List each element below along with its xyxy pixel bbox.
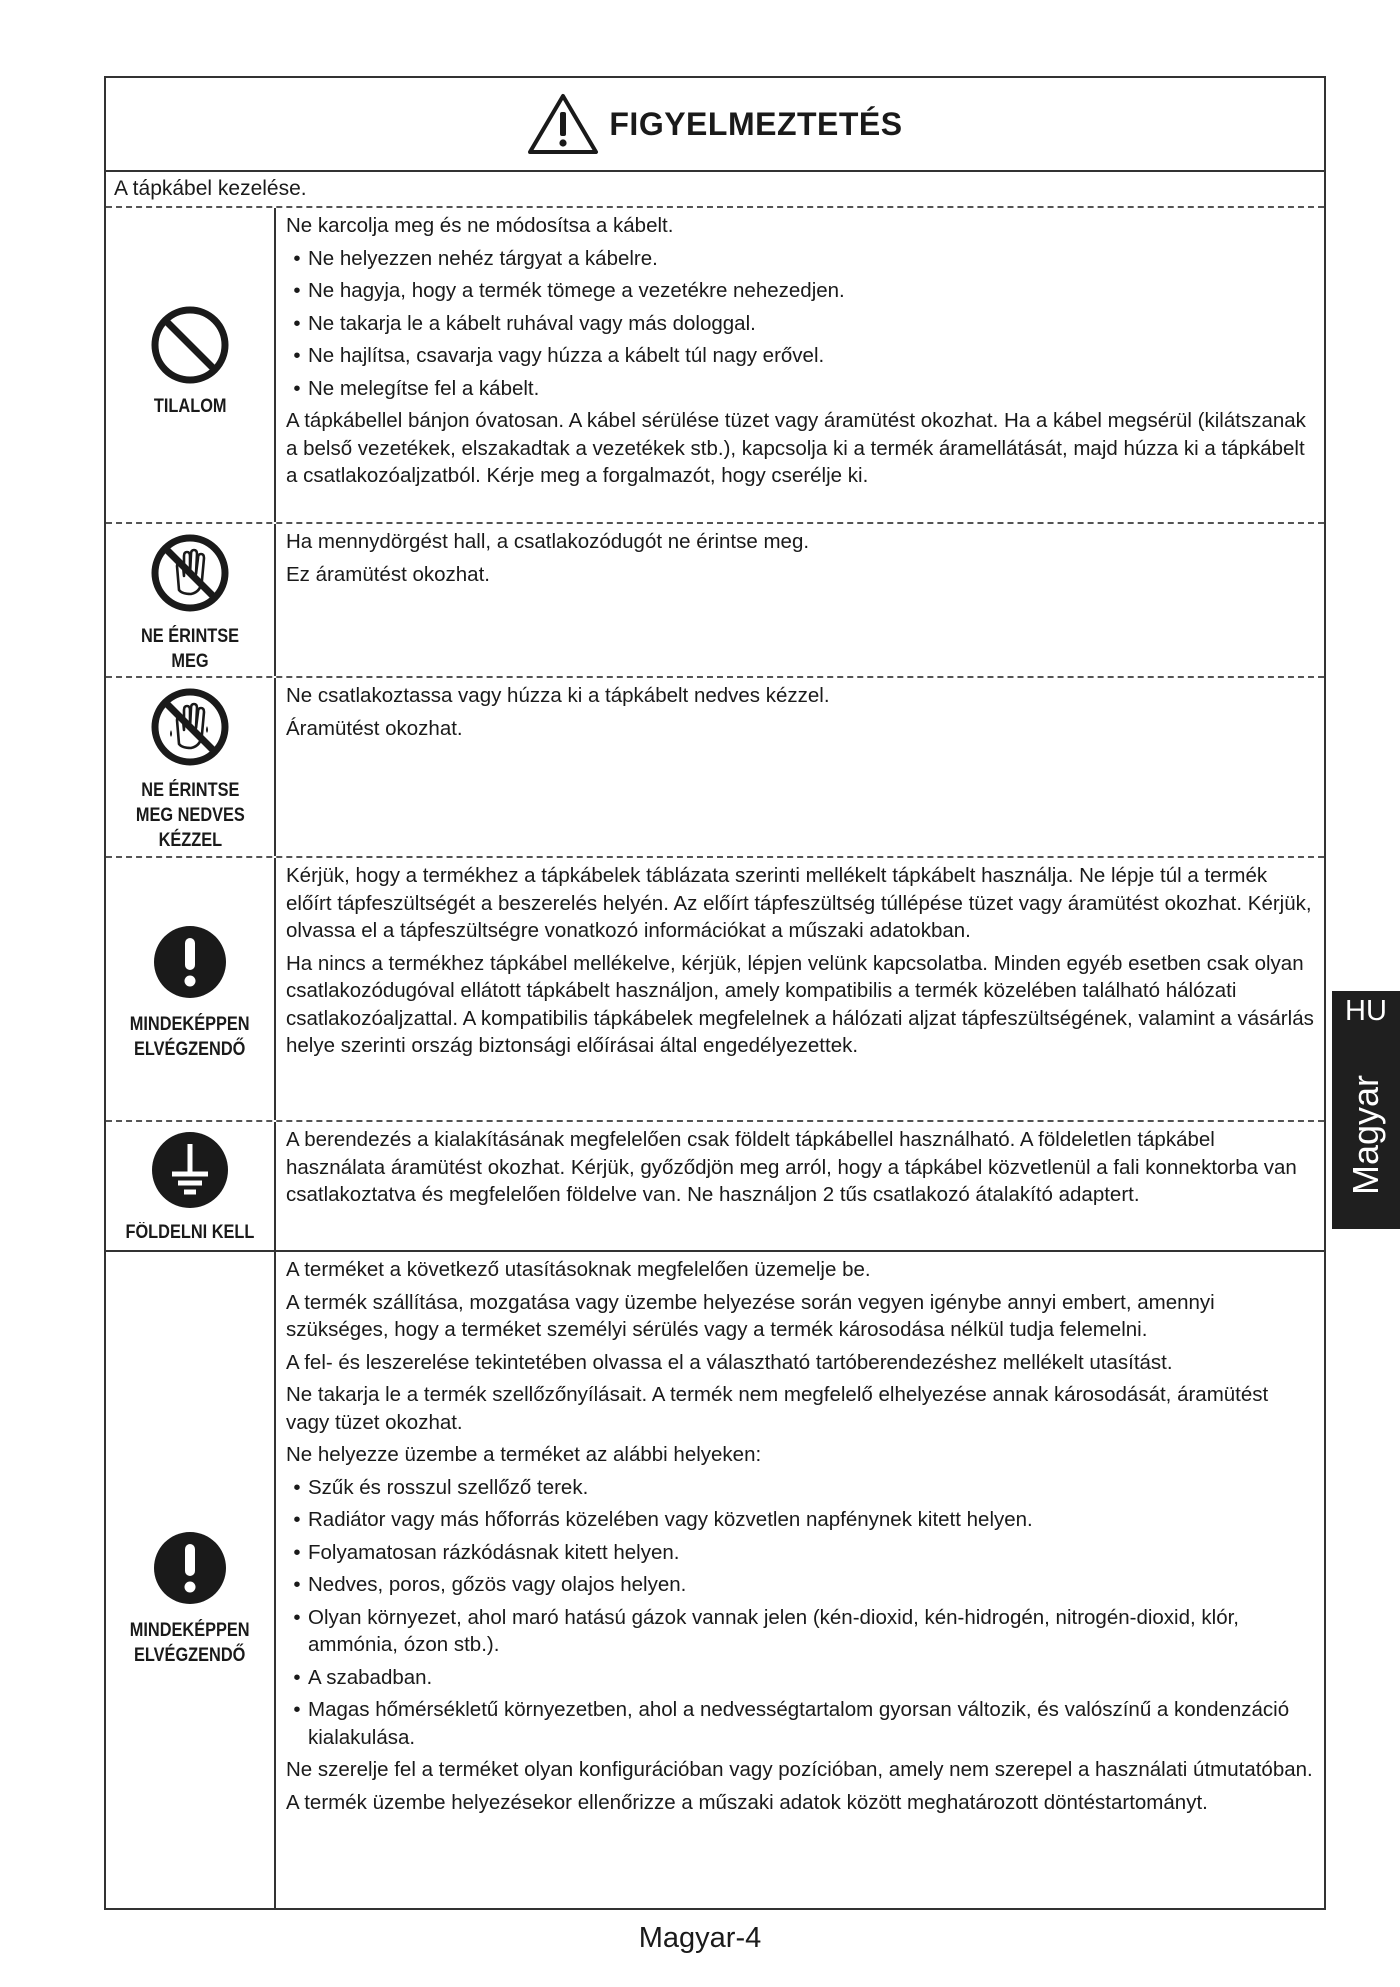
paragraph: Ne takarja le a termék szellőzőnyílásait. A termék nem megfelelő elhelyezése annak károsodását, áramütést vagy tüzet okozhat. — [286, 1383, 1269, 1434]
row-text — [276, 208, 1324, 522]
paragraph: Áramütést okozhat. — [286, 716, 463, 740]
paragraph: A fel- és leszerelése tekintetében olvassa el a választható tartóberendezéshez mellékelt utasítást. — [286, 1350, 1173, 1374]
bullet-text: Szűk és rosszul szellőző terek. — [308, 1475, 589, 1499]
mandatory-action-icon — [152, 1530, 228, 1606]
icon-label: MINDEKÉPPEN ELVÉGZENDŐ — [130, 1620, 250, 1666]
paragraph: A termék szállítása, mozgatása vagy üzembe helyezése során vegyen igénybe annyi embert, amennyi szükséges, hogy a terméket személyi sérülés vagy a termék károsodása nélkül tudja felemelni. — [286, 1290, 1215, 1341]
paragraph: Ne karcolja meg és ne módosítsa a kábelt. — [286, 214, 674, 237]
icon-cell — [106, 1252, 276, 1908]
paragraph: A termék üzembe helyezésekor ellenőrizze a műszaki adatok között meghatározott döntéstartományt. — [286, 1790, 1208, 1814]
warning-row — [106, 524, 1324, 678]
bullet-text: Ne hagyja, hogy a termék tömege a vezetékre nehezedjen. — [308, 279, 845, 302]
bullet-item: • Ne hagyja, hogy a termék tömege a vezetékre nehezedjen. — [286, 277, 1314, 305]
paragraph: A tápkábellel bánjon óvatosan. A kábel sérülése tüzet vagy áramütést okozhat. Ha a kábel megsérül (kilátszanak a belső vezetékek, elszakadtak a vezetékek stb.), kapcsolja ki a termék áramellátását, majd húzza ki a tápkábelt a csatlakozóaljzatból. Kérje meg a forgalmazót, hogy cserélje ki. — [286, 409, 1306, 487]
bullet-text: Ne helyezzen nehéz tárgyat a kábelre. — [308, 246, 658, 270]
bullet-text: Ne hajlítsa, csavarja vagy húzza a kábelt túl nagy erővel. — [308, 344, 825, 367]
paragraph: Ha nincs a termékhez tápkábel mellékelve, kérjük, lépjen velünk kapcsolatba. Minden egyéb esetben csak olyan csatlakozódugóval ellátott tápkábelt használjon, amely kompatibilis a termék közelében található hálózati csatlakozóaljzattal. A kompatibilis tápkábelek megfelelnek a hálózati aljzat tápfeszültségének, valamint a vásárlás helye szerinti ország biztonsági előírásai által engedélyezettek. — [286, 951, 1314, 1057]
bullet-text: Olyan környezet, ahol maró hatású gázok vannak jelen (kén-dioxid, kén-hidrogén, nitrogén-dioxid, klór, ammónia, ózon stb.). — [308, 1605, 1239, 1656]
icon-label: NE ÉRINTSE MEG — [140, 626, 240, 672]
bullet-item: • Nedves, poros, gőzös vagy olajos helyen. — [286, 1571, 1314, 1599]
do-not-touch-icon — [149, 532, 231, 614]
icon-cell — [106, 1122, 276, 1250]
paragraph: Ne csatlakoztassa vagy húzza ki a tápkábelt nedves kézzel. — [286, 684, 830, 707]
page-title: FIGYELMEZTETÉS — [609, 105, 903, 142]
warning-header — [106, 78, 1324, 172]
warning-table — [104, 76, 1326, 1910]
bullet-text: Ne takarja le a kábelt ruhával vagy más dologgal. — [308, 311, 756, 335]
language-tab — [1332, 991, 1400, 1229]
paragraph: Kérjük, hogy a termékhez a tápkábelek táblázata szerinti mellékelt tápkábelt használja. Ne lépje túl a termék előírt tápfeszültségét a beszerelés helyén. Az előírt tápfeszültség túllépése tüzet vagy áramütést okozhat. Kérjük, olvassa el a tápfeszültségre vonatkozó információkat a műszaki adatokban. — [286, 864, 1312, 942]
paragraph: A berendezés a kialakításának megfelelően csak földelt tápkábellel használható. A földeletlen tápkábel használata áramütést okozhat. Kérjük, győződjön meg arról, hogy a tápkábel közvetlenül a fali konnektorba van csatlakoztatva és megfelelően földelve van. Ne használjon 2 tűs csatlakozó átalakító adaptert. — [286, 1128, 1297, 1206]
ground-icon — [150, 1130, 230, 1210]
bullet-text: Magas hőmérsékletű környezetben, ahol a nedvességtartalom gyorsan változik, és valószínű a kondenzáció kialakulása. — [308, 1698, 1290, 1749]
row-text — [276, 858, 1324, 1120]
row-text — [276, 524, 1324, 676]
icon-label: FÖLDELNI KELL — [125, 1222, 255, 1243]
icon-cell — [106, 858, 276, 1120]
section-heading: A tápkábel kezelése. — [106, 172, 1324, 208]
paragraph: Ha mennydörgést hall, a csatlakozódugót ne érintse meg. — [286, 530, 810, 553]
bullet-text: Folyamatosan rázkódásnak kitett helyen. — [308, 1540, 680, 1564]
bullet-text: Radiátor vagy más hőforrás közelében vagy közvetlen napfénynek kitett helyen. — [308, 1508, 1033, 1531]
icon-label: NE ÉRINTSE MEG NEDVES KÉZZEL — [135, 780, 245, 851]
paragraph: Ne szerelje fel a terméket olyan konfigurációban vagy pozícióban, amely nem szerepel a használati útmutatóban. — [286, 1758, 1313, 1781]
bullet-item: • Ne melegítse fel a kábelt. — [286, 375, 1314, 403]
icon-label: TILALOM — [153, 396, 227, 417]
row-text — [276, 1252, 1324, 1908]
bullet-item: • Ne hajlítsa, csavarja vagy húzza a kábelt túl nagy erővel. — [286, 342, 1314, 370]
bullet-item: • Magas hőmérsékletű környezetben, ahol a nedvességtartalom gyorsan változik, és valószínű a kondenzáció kialakulása. — [286, 1696, 1314, 1751]
prohibition-icon — [149, 304, 231, 386]
bullet-item: • A szabadban. — [286, 1664, 1314, 1692]
language-name: Magyar — [1345, 1074, 1386, 1196]
bullet-text: Nedves, poros, gőzös vagy olajos helyen. — [308, 1573, 687, 1596]
icon-cell — [106, 678, 276, 856]
icon-cell — [106, 524, 276, 676]
warning-row — [106, 678, 1324, 858]
paragraph: Ne helyezze üzembe a terméket az alábbi helyeken: — [286, 1443, 762, 1466]
row-text — [276, 678, 1324, 856]
warning-row — [106, 1252, 1324, 1908]
bullet-item: • Ne helyezzen nehéz tárgyat a kábelre. — [286, 245, 1314, 273]
language-code: HU — [1345, 995, 1387, 1027]
icon-cell — [106, 208, 276, 522]
bullet-item: • Olyan környezet, ahol maró hatású gázok vannak jelen (kén-dioxid, kén-hidrogén, nitrogén-dioxid, klór, ammónia, ózon stb.). — [286, 1604, 1314, 1659]
bullet-item: • Ne takarja le a kábelt ruhával vagy más dologgal. — [286, 310, 1314, 338]
warning-row — [106, 1122, 1324, 1252]
warning-row — [106, 208, 1324, 524]
paragraph: A terméket a következő utasításoknak megfelelően üzemelje be. — [286, 1258, 871, 1281]
paragraph: Ez áramütést okozhat. — [286, 562, 490, 586]
bullet-item: • Szűk és rosszul szellőző terek. — [286, 1474, 1314, 1502]
icon-label: MINDEKÉPPEN ELVÉGZENDŐ — [130, 1014, 250, 1060]
mandatory-action-icon — [152, 924, 228, 1000]
row-text — [276, 1122, 1324, 1250]
no-wet-hands-icon — [149, 686, 231, 768]
bullet-text: Ne melegítse fel a kábelt. — [308, 376, 540, 400]
warning-triangle-icon — [527, 92, 599, 156]
warning-row — [106, 858, 1324, 1122]
page-number: Magyar-4 — [638, 1922, 762, 1954]
bullet-text: A szabadban. — [308, 1665, 433, 1689]
bullet-item: • Folyamatosan rázkódásnak kitett helyen. — [286, 1539, 1314, 1567]
bullet-item: • Radiátor vagy más hőforrás közelében vagy közvetlen napfénynek kitett helyen. — [286, 1506, 1314, 1534]
